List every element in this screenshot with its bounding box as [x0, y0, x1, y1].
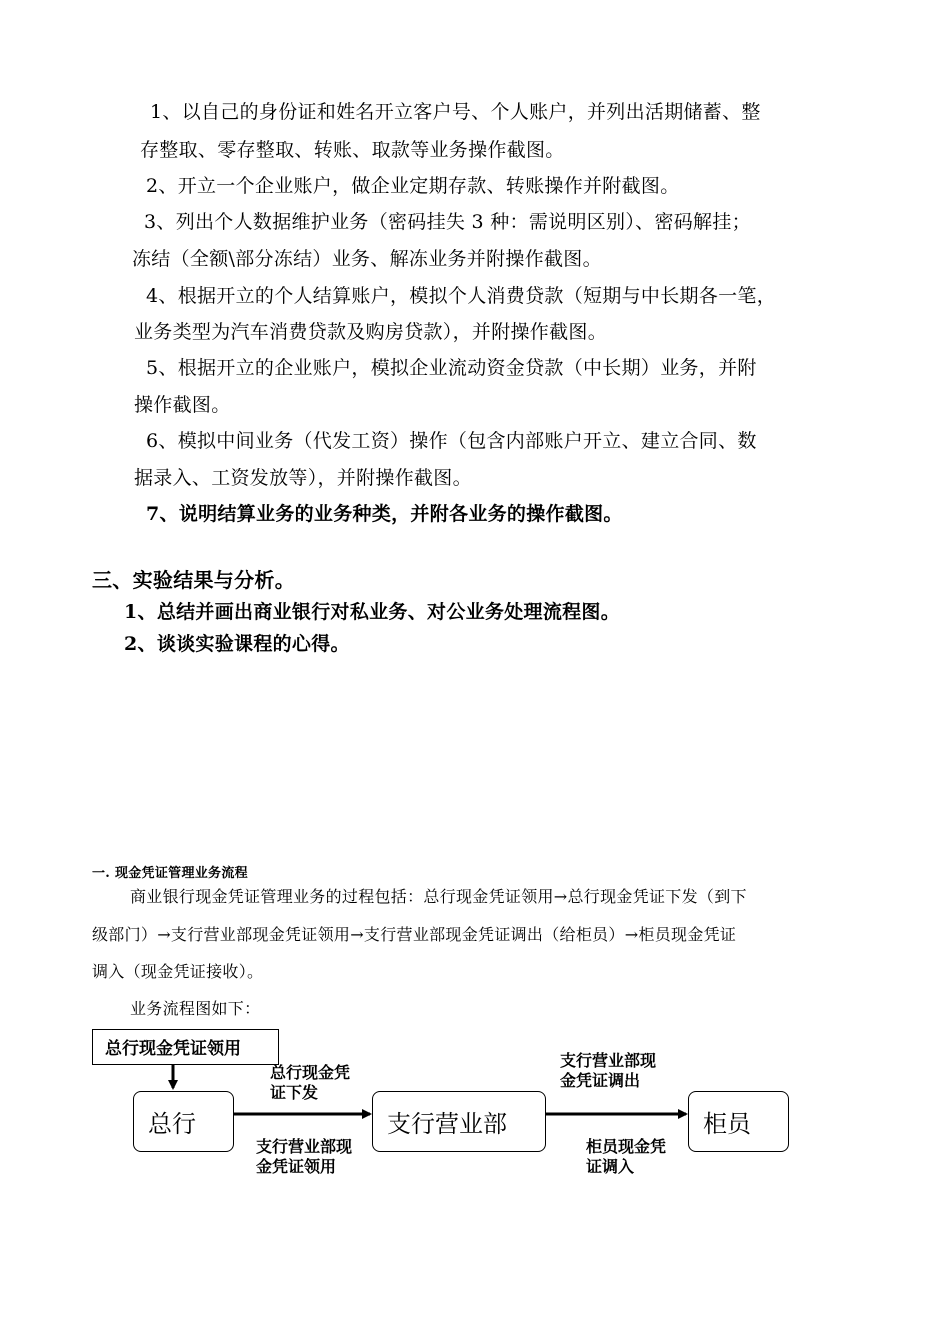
label-zhihang-receive: 支行营业部现金凭证领用 — [256, 1137, 353, 1176]
task-7: 7、说明结算业务的业务种类，并附各业务的操作截图。 — [146, 503, 623, 525]
task-5-line-2: 操作截图。 — [134, 394, 231, 416]
flow-top-box: 总行现金凭证领用 — [92, 1029, 279, 1065]
flow-box-guiyuan: 柜员 — [688, 1091, 789, 1152]
task-1-line-2: 存整取、零存整取、转账、取款等业务操作截图。 — [140, 139, 565, 161]
task-4-line-1: 4、根据开立的个人结算账户，模拟个人消费贷款（短期与中长期各一笔， — [146, 285, 776, 307]
task-6-line-2: 据录入、工资发放等），并附操作截图。 — [134, 467, 472, 489]
section-3-item-2: 2、谈谈实验课程的心得。 — [124, 633, 350, 655]
flow-para-line-2: 级部门）→支行营业部现金凭证领用→支行营业部现金凭证调出（给柜员）→柜员现金凭证 — [92, 925, 737, 944]
task-4-line-2: 业务类型为汽车消费贷款及购房贷款），并附操作截图。 — [134, 321, 608, 343]
label-guiyuan-transfer-in: 柜员现金凭证调入 — [586, 1137, 667, 1176]
task-3-line-2: 冻结（全额\部分冻结）业务、解冻业务并附操作截图。 — [132, 248, 602, 270]
section-3-item-1: 1、总结并画出商业银行对私业务、对公业务处理流程图。 — [124, 601, 621, 623]
diagram-intro: 业务流程图如下： — [130, 999, 261, 1018]
task-3-line-1: 3、列出个人数据维护业务（密码挂失 3 种：需说明区别）、密码解挂； — [144, 211, 751, 233]
flow-section-heading: 一. 现金凭证管理业务流程 — [92, 866, 248, 881]
flow-para-line-3: 调入（现金凭证接收）。 — [92, 962, 264, 981]
task-2: 2、开立一个企业账户，做企业定期存款、转账操作并附截图。 — [146, 175, 680, 197]
flow-box-zonghang: 总行 — [133, 1091, 234, 1152]
label-zonghang-issue: 总行现金凭证下发 — [270, 1063, 351, 1102]
flow-para-line-1: 商业银行现金凭证管理业务的过程包括：总行现金凭证领用→总行现金凭证下发（到下 — [130, 887, 747, 906]
task-1-line-1: 1、以自己的身份证和姓名开立客户号、个人账户，并列出活期储蓄、整 — [150, 101, 761, 123]
label-zhihang-transfer-out: 支行营业部现金凭证调出 — [560, 1051, 657, 1090]
task-5-line-1: 5、根据开立的企业账户，模拟企业流动资金贷款（中长期）业务，并附 — [146, 357, 757, 379]
task-6-line-1: 6、模拟中间业务（代发工资）操作（包含内部账户开立、建立合同、数 — [146, 430, 757, 452]
flow-box-zhihang: 支行营业部 — [372, 1091, 546, 1152]
section-3-title: 三、实验结果与分析。 — [92, 568, 295, 592]
